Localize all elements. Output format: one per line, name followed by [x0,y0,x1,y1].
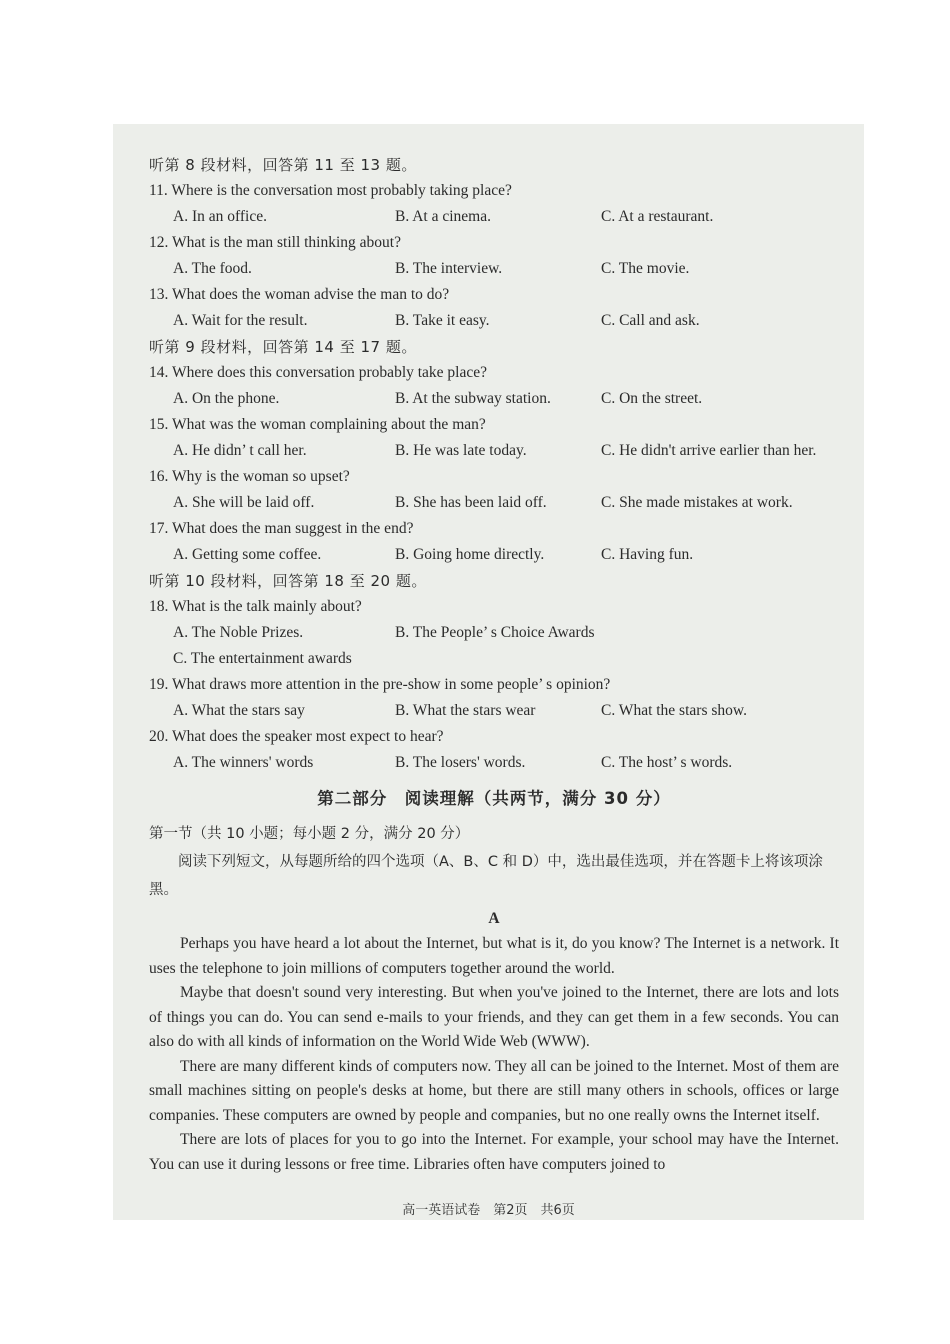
option-b: B. Take it easy. [395,312,490,329]
option-a: A. The food. [173,260,252,277]
options-16 [149,490,839,516]
options-11 [149,204,839,230]
passage-paragraph: Maybe that doesn't sound very interesting. But when you've joined to the Internet, there are lots and lots of things you can do. You can send e-mails to your friends, and they can get them in a few seconds. You can also do with all kinds of information on the World Wide Web (WWW). [149,984,839,1050]
section-heading-8: 听第 8 段材料，回答第 11 至 13 题。 [149,156,417,174]
options-18-row2 [149,646,839,672]
options-20 [149,750,839,776]
option-b: B. She has been laid off. [395,494,547,511]
option-b: B. The losers' words. [395,754,526,771]
option-a: A. She will be laid off. [173,494,315,511]
option-b: B. The People’ s Choice Awards [395,624,595,641]
option-b: B. What the stars wear [395,702,536,719]
option-b: B. He was late today. [395,442,527,459]
option-c: C. On the street. [601,390,703,407]
question-17: 17. What does the man suggest in the end? [149,520,414,537]
question-11: 11. Where is the conversation most probably taking place? [149,182,512,199]
option-b: B. At a cinema. [395,208,491,225]
question-19: 19. What draws more attention in the pre-show in some people’ s opinion? [149,676,611,693]
option-b: B. At the subway station. [395,390,551,407]
option-a: A. He didn’ t call her. [173,442,307,459]
passage-label: A [488,910,500,927]
options-12 [149,256,839,282]
exam-page [113,124,864,1220]
question-12: 12. What is the man still thinking about? [149,234,401,251]
option-a: A. What the stars say [173,702,305,719]
option-c: C. The host’ s words. [601,754,733,771]
passage-paragraph: There are many different kinds of computers now. They all can be joined to the Internet. Most of them are small machines sitting on people's desks at home, but there are still many others in schools, offices or large companies. These computers are owned by people and companies, but no one really owns the Internet itself. [149,1057,839,1124]
option-a: A. In an office. [173,208,267,225]
option-c: C. He didn't arrive earlier than her. [601,442,817,459]
options-19 [149,698,839,724]
option-a: A. The winners' words [173,754,314,771]
page-content [149,152,839,1177]
options-14 [149,386,839,412]
option-b: B. Going home directly. [395,546,545,563]
question-13: 13. What does the woman advise the man to do? [149,286,450,303]
question-16: 16. Why is the woman so upset? [149,468,350,485]
option-c: C. The entertainment awards [173,650,352,667]
question-14: 14. Where does this conversation probably take place? [149,364,488,381]
question-18: 18. What is the talk mainly about? [149,598,362,615]
passage-paragraph: There are lots of places for you to go into the Internet. For example, your school may have the Internet. You can use it during lessons or free time. Libraries often have computers joined to [149,1131,839,1173]
reading-instructions: 阅读下列短文，从每题所给的四个选项（A、B、C 和 D）中，选出最佳选项，并在答题卡上将该项涂黑。 [149,854,823,898]
option-c: C. She made mistakes at work. [601,494,793,511]
question-15: 15. What was the woman complaining about the man? [149,416,486,433]
option-a: A. Getting some coffee. [173,546,322,563]
option-a: A. On the phone. [173,390,280,407]
section-heading-10: 听第 10 段材料，回答第 18 至 20 题。 [149,572,427,590]
options-13 [149,308,839,334]
option-c: C. Call and ask. [601,312,700,329]
option-a: A. Wait for the result. [173,312,308,329]
options-18 [149,620,839,646]
option-c: C. At a restaurant. [601,208,714,225]
section-heading-9: 听第 9 段材料，回答第 14 至 17 题。 [149,338,417,356]
part-two-title: 第二部分 阅读理解（共两节，满分 30 分） [317,789,671,808]
question-20: 20. What does the speaker most expect to hear? [149,728,444,745]
page-footer: 高一英语试卷 第2页 共6页 [402,1203,575,1218]
option-c: C. The movie. [601,260,690,277]
option-a: A. The Noble Prizes. [173,624,304,641]
options-17 [149,542,839,568]
passage-paragraph: Perhaps you have heard a lot about the Internet, but what is it, do you know? The Internet is a network. It uses the telephone to join millions of computers together around the world. [149,935,839,977]
options-15 [149,438,839,464]
option-b: B. The interview. [395,260,503,277]
option-c: C. Having fun. [601,546,694,563]
section-one-heading: 第一节（共 10 小题；每小题 2 分，满分 20 分） [149,826,470,842]
option-c: C. What the stars show. [601,702,747,719]
